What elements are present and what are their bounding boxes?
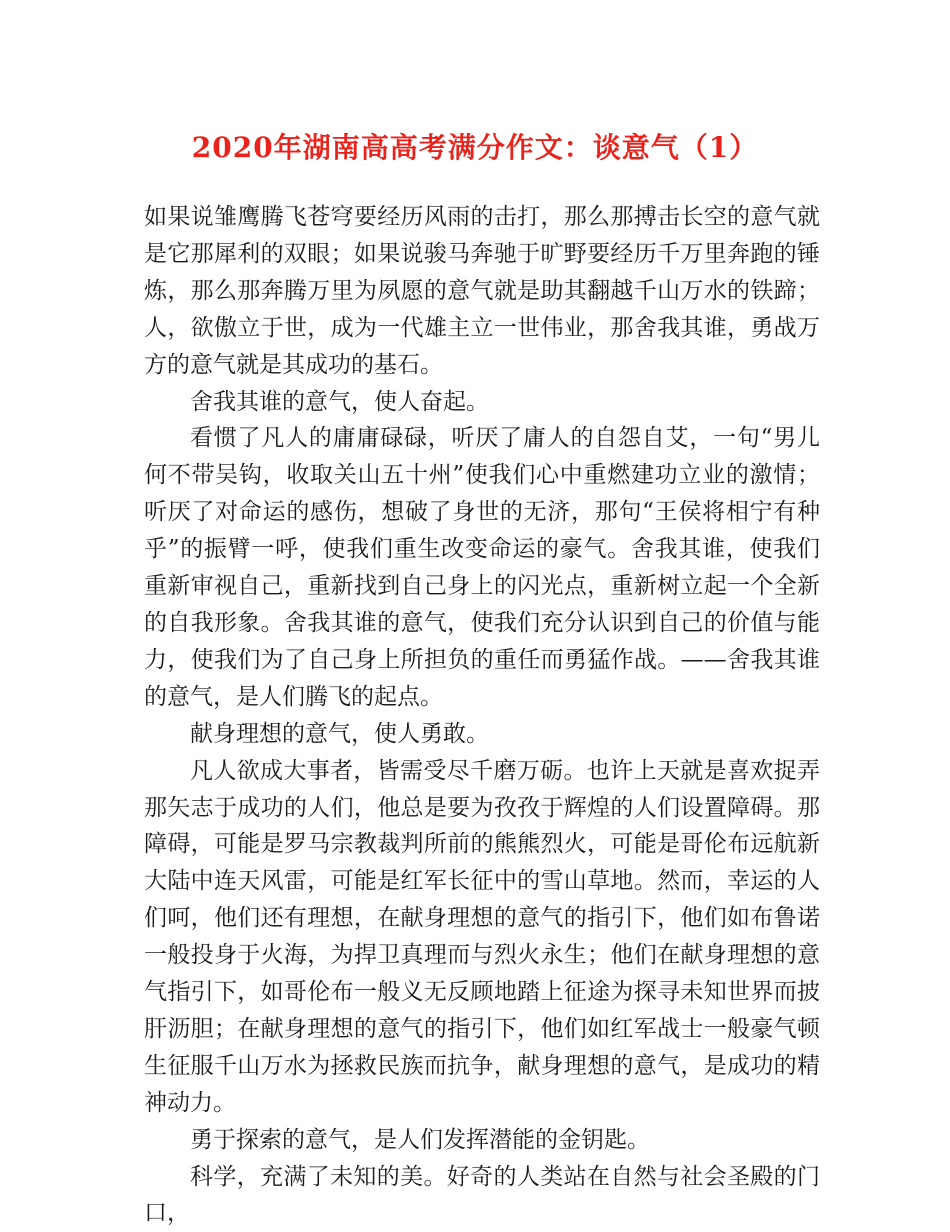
paragraph-heading-1: 舍我其谁的意气，使人奋起。 — [190, 388, 489, 415]
paragraph-intro: 如果说雏鹰腾飞苍穹要经历风雨的击打，那么那搏击长空的意气就是它那犀利的双眼；如果说骏马奔驰于旷野要经历千万里奔跑的锤炼，那么那奔腾万里为夙愿的意气就是助其翻越千山万水的铁蹄；人，欲傲立于世，成为一代雄主立一世伟业，那舍我其谁，勇战万方的意气就是其成功的基石。 — [144, 204, 820, 378]
paragraph-body-2: 凡人欲成大事者，皆需受尽千磨万砺。也许上天就是喜欢捉弄那矢志于成功的人们，他总是要为孜孜于辉煌的人们设置障碍。那障碍，可能是罗马宗教裁判所前的熊熊烈火，可能是哥伦布远航新大陆中连天风雷，可能是红军长征中的雪山草地。然而，幸运的人们呵，他们还有理想，在献身理想的意气的指引下，他们如布鲁诺一般投身于火海，为捍卫真理而与烈火永生；他们在献身理想的意气指引下，如哥伦布一般义无反顾地踏上征途为探寻未知世界而披肝沥胆；在献身理想的意气的指引下，他们如红军战士一般豪气顿生征服千山万水为拯救民族而抗争，献身理想的意气，是成功的精神动力。 — [144, 757, 820, 1116]
paragraph-body-1: 看惯了凡人的庸庸碌碌，听厌了庸人的自怨自艾，一句“男儿何不带吴钩，收取关山五十州”使我们心中重燃建功立业的激情；听厌了对命运的感伤，想破了身世的无济，那句“王侯将相宁有种乎”的振臂一呼，使我们重生改变命运的豪气。舍我其谁，使我们重新审视自己，重新找到自己身上的闪光点，重新树立起一个全新的自我形象。舍我其谁的意气，使我们充分认识到自己的价值与能力，使我们为了自己身上所担负的重任而勇猛作战。——舍我其谁的意气，是人们腾飞的起点。 — [144, 425, 820, 710]
paragraph-body-3: 科学，充满了未知的美。好奇的人类站在自然与社会圣殿的门口， — [144, 1163, 820, 1227]
document-body — [144, 199, 820, 1232]
paragraph-heading-2: 献身理想的意气，使人勇敢。 — [190, 720, 489, 747]
paragraph-heading-3: 勇于探索的意气，是人们发挥潜能的金钥匙。 — [190, 1126, 650, 1153]
document-title: 2020年湖南高高考满分作文：谈意气（1） — [191, 131, 759, 164]
